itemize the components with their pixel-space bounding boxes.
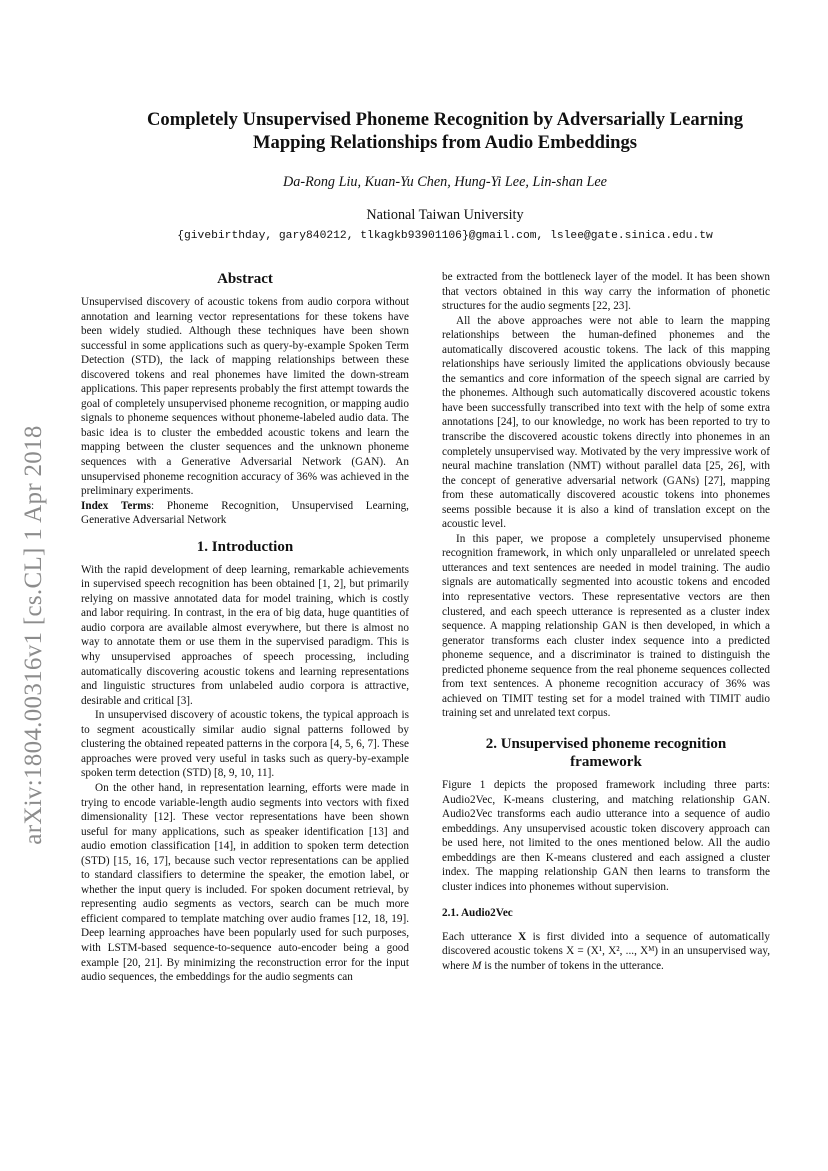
arxiv-sidebar-stamp <box>12 370 56 900</box>
intro-paragraph-3: On the other hand, in representation learning, efforts were made in trying to encode variable-length audio segments into vectors with fixed dimensionality [12]. These vector representations have been shown useful for many applications, such as speaker identification [13] and audio emotion classification [14], in addition to spoken term detection (STD) [15, 16, 17], because such vector representations can be applied to standard classifiers to determine the speaker, the emotion label, or whether the input query is included. For spoken document retrieval, by representing audio segments as vectors, search can be much more efficient compared to template matching over audio frames [12, 18, 19]. Deep learning approaches have been popularly used for such purposes, with LSTM-based sequence-to-sequence auto-encoder being a good example [20, 21]. By minimizing the reconstruction error for the input audio sequences, the embeddings for the audio segments can <box>81 781 409 984</box>
arxiv-identifier: arXiv:1804.00316v1 [cs.CL] 1 Apr 2018 <box>20 425 47 845</box>
right-column <box>442 270 770 974</box>
audio2vec-text-a: Each utterance <box>442 930 519 943</box>
abstract-heading: Abstract <box>217 271 273 287</box>
left-column <box>81 270 409 985</box>
intro-paragraph-3-continued: be extracted from the bottleneck layer of the model. It has been shown that vectors obtained in this way carry the information of phonetic structures for the audio segments [22, 23]. <box>442 271 770 313</box>
audio2vec-text-d: is the number of tokens in the utterance. <box>481 959 664 972</box>
author-emails: {givebirthday, gary840212, tlkagkb93901106}@gmail.com, lslee@gate.sinica.edu.tw <box>177 230 713 242</box>
section-1-heading: 1. Introduction <box>196 538 294 555</box>
intro-paragraph-5: In this paper, we propose a completely unsupervised phoneme recognition framework, in which only unparalleled or unrelated speech utterances and text sentences are needed in model training. The audio signals are automatically segmented into acoustic tokens and encoded into representative vectors. These representative vectors are then clustered, and each speech utterance is represented as a cluster index sequence. A mapping relationship GAN is then developed, in which a generator transforms each cluster index sequence into a predicted phoneme sequence, and a discriminator is trained to distinguish the predicted phoneme sequence from the real phoneme sequences collected from text sentences. A phoneme recognition accuracy of 36% was achieved on TIMIT testing set for a model trained with TIMIT audio training set and unrelated text corpus. <box>442 532 770 720</box>
intro-paragraph-4: All the above approaches were not able to learn the mapping relationships between the human-defined phonemes and the automatically discovered acoustic tokens. The lack of this mapping relationships have seriously limited the applications obviously because the semantics and core information of the speech signal are carried by the phonemes. Although such automatically discovered acoustic tokens have been successfully transcribed into text with the help of some extra annotations [24], to our knowledge, no work has been reported to try to transcribe the discovered acoustic tokens directly into phonemes in an completely unsupervised way. Motivated by the very impressive work of neural machine translation (NMT) without parallel data [25, 26], with the concept of generative adversarial network (GANs) [27], mapping from these automatically discovered acoustic tokens into phonemes seems possible because it is also a kind of translation except on the acoustic level. <box>442 314 770 531</box>
intro-paragraph-2: In unsupervised discovery of acoustic tokens, the typical approach is to segment acoustically similar audio signal patterns followed by clustering the obtained repeated patterns in the corpora [4, 5, 6, 7]. These approaches were proved very useful in tasks such as query-by-example spoken term detection (STD) [8, 9, 10, 11]. <box>81 709 409 780</box>
audio2vec-paragraph <box>442 930 770 974</box>
title-line-2: Mapping Relationships from Audio Embeddings <box>252 132 638 153</box>
index-terms-list: : Phoneme Recognition, Unsupervised Learning, Generative Adversarial Network <box>81 499 409 527</box>
abstract-text: Unsupervised discovery of acoustic tokens from audio corpora without annotation and learning vector representations for these tokens have been widely studied. Although these techniques have been shown successful in some applications such as query-by-example Spoken Term Detection (STD), the lack of mapping relationships between these discovered tokens and real phonemes have limited the down-stream applications. This paper represents probably the first attempt towards the goal of completely unsupervised phoneme recognition, or mapping audio signals to phoneme sequences without phoneme-labeled audio data. The basic idea is to cluster the embedded acoustic tokens and learn the mapping between the cluster sequences and the unknown phoneme sequences with a Generative Adversarial Network (GAN). An unsupervised phoneme recognition accuracy of 36% was achieved in the preliminary experiments. <box>81 296 409 498</box>
audio2vec-text-c: in an unsupervised way, where <box>442 945 771 972</box>
token-count-symbol: M <box>472 959 482 972</box>
paper-title <box>70 108 820 154</box>
audio2vec-text-b: is first divided into a sequence of automatically discovered acoustic tokens <box>442 930 770 958</box>
index-terms-label: Index Terms <box>81 499 151 512</box>
section-2-heading-line-1: 2. Unsupervised phoneme recognition <box>485 735 727 752</box>
section-2-heading-line-2: framework <box>570 753 642 770</box>
affiliation: National Taiwan University <box>366 207 524 223</box>
framework-paragraph: Figure 1 depicts the proposed framework including three parts: Audio2Vec, K-means clustering, and matching relationship GAN. Audio2Vec transforms each audio utterance into a sequence of audio embeddings. Any unsupervised acoustic token discovery approach can be used here, not limited to the ones mentioned below. All the audio embeddings are then K-means clustered and each assigned a cluster index. The mapping relationship GAN then learns to transform the cluster indices into phonemes without supervision. <box>442 778 770 893</box>
intro-paragraph-1: With the rapid development of deep learning, remarkable achievements in supervised speech recognition has been obtained [1, 2], but primarily relying on massive annotated data for model training, which is costly and labor requiring. In contrast, in the era of big data, huge quantities of audio corpora are available almost everywhere, but there is almost no way to annotate them or use them in the supervised paradigm. This is why unsupervised approaches of speech processing, including automatically discovering acoustic tokens and learning representations and linguistic structures from unlabeled audio corpora is attractive, desirable and critical [3]. <box>81 563 409 707</box>
subsection-2-1-heading: 2.1. Audio2Vec <box>442 907 513 920</box>
token-sequence-formula: X = (X¹, X², ..., Xᴹ) <box>566 945 658 958</box>
title-line-1: Completely Unsupervised Phoneme Recognition by Adversarially Learning <box>146 109 744 130</box>
author-list: Da-Rong Liu, Kuan-Yu Chen, Hung-Yi Lee, Lin-shan Lee <box>283 174 607 190</box>
utterance-symbol: X <box>518 930 527 943</box>
section-2-heading <box>442 735 770 771</box>
index-terms <box>81 499 409 528</box>
